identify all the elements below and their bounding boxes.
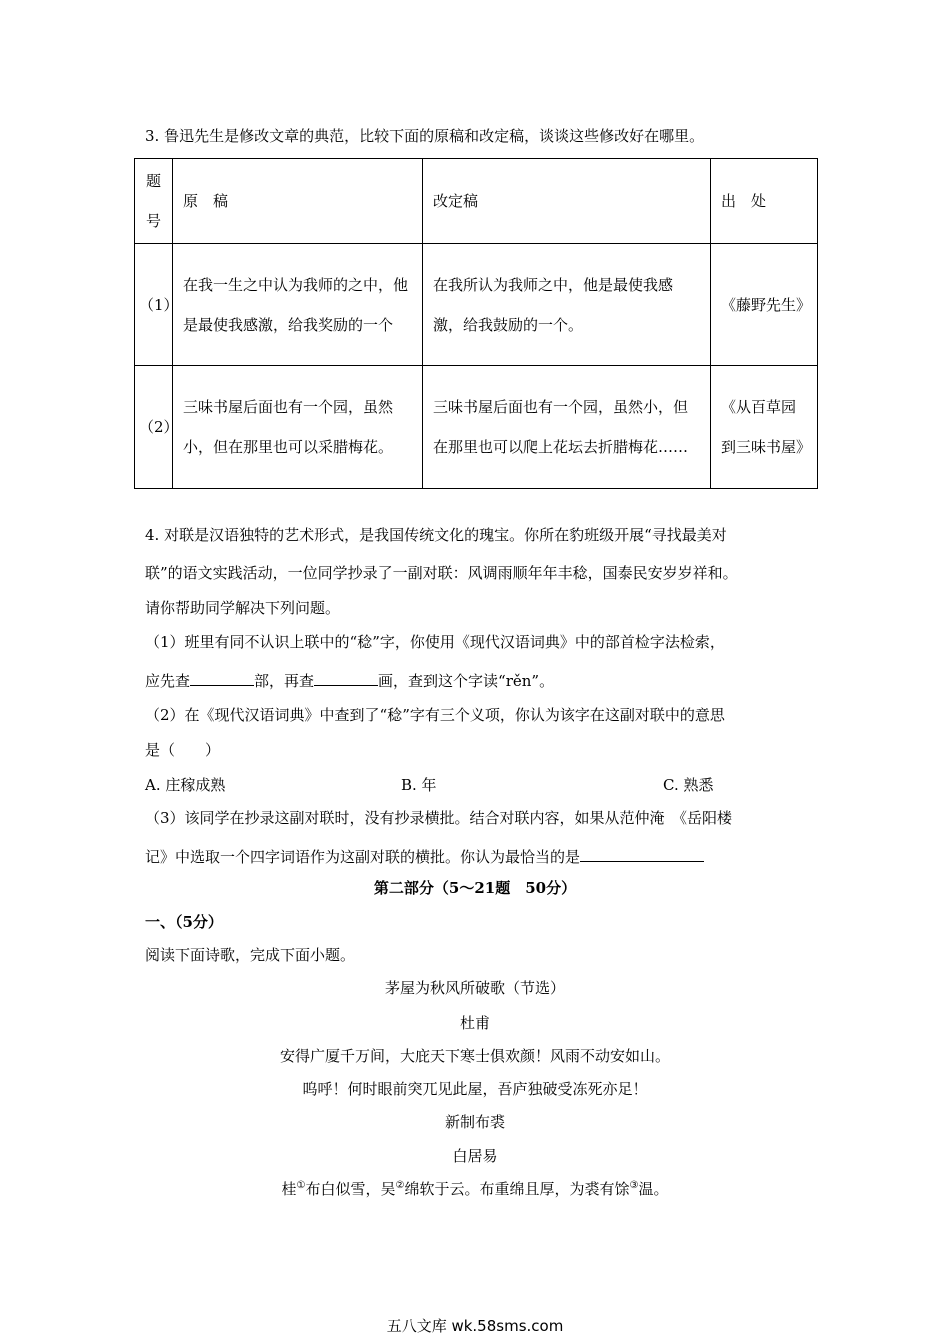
q4-sub2-line2: 是（ ） <box>145 741 221 759</box>
poem2-line <box>0 1179 950 1199</box>
poem2-title: 新制布裘 <box>444 1113 505 1131</box>
row-source: 《从百草园到三味书屋》 <box>711 366 818 489</box>
header-original: 原 稿 <box>173 159 423 244</box>
sub1-text-a: 应先查 <box>145 672 191 690</box>
table-row <box>135 366 818 489</box>
q4-sub1-line1: （1）班里有同不认识上联中的“稔”字，你使用《现代汉语词典》中的部首检字法检索， <box>145 633 725 651</box>
table-header-row <box>135 159 818 244</box>
row-original: 在我一生之中认为我师的之中，他是最使我感激，给我奖励的一个 <box>173 244 423 366</box>
sub1-text-b: 部，再查 <box>254 672 315 690</box>
poem1-title: 茅屋为秋风所破歌（节选） <box>384 979 565 997</box>
q3-title: 3. 鲁迅先生是修改文章的典范，比较下面的原稿和改定稿，谈谈这些修改好在哪里。 <box>145 127 705 145</box>
poem2-seg: 绵软于云。布重绵且厚，为裘有馀 <box>404 1180 630 1198</box>
q4-sub3-line1: （3）该同学在抄录这副对联时，没有抄录横批。结合对联内容，如果从范仲淹 《岳阳楼 <box>145 809 733 827</box>
q4-sub3-line2 <box>145 847 704 867</box>
row-revised: 在我所认为我师之中，他是最使我感激，给我鼓励的一个。 <box>423 244 711 366</box>
section-heading: 一、（5分） <box>145 913 223 931</box>
poem1-line: 呜呼！何时眼前突兀见此屋，吾庐独破受冻死亦足！ <box>302 1080 648 1098</box>
row-num: （2） <box>135 366 173 489</box>
q4-sub2-line1: （2）在《现代汉语词典》中查到了“稔”字有三个义项，你认为该字在这副对联中的意思 <box>145 706 725 724</box>
option-b: B. 年 <box>401 776 437 794</box>
footnote-marker: ② <box>395 1180 405 1191</box>
row-num: （1） <box>135 244 173 366</box>
q4-sub1-line2 <box>145 671 554 691</box>
sub3-text: 记》中选取一个四字词语作为这副对联的横批。你认为最恰当的是 <box>145 848 581 866</box>
footnote-marker: ③ <box>629 1180 639 1191</box>
stroke-count-blank[interactable] <box>314 671 378 686</box>
header-revised: 改定稿 <box>423 159 711 244</box>
part2-heading: 第二部分（5～21题 50分） <box>373 879 577 897</box>
footnote-marker: ① <box>296 1180 306 1191</box>
poem2-seg: 布白似雪，吴 <box>305 1180 396 1198</box>
poem1-author: 杜甫 <box>459 1014 490 1032</box>
header-source: 出 处 <box>711 159 818 244</box>
footer-watermark: 五八文库 wk.58sms.com <box>386 1317 564 1335</box>
revision-table <box>134 158 818 489</box>
q4-intro-line3: 请你帮助同学解决下列问题。 <box>145 599 341 617</box>
poem2-author: 白居易 <box>452 1147 498 1165</box>
reading-instruction: 阅读下面诗歌，完成下面小题。 <box>145 946 356 964</box>
row-revised: 三味书屋后面也有一个园，虽然小，但在那里也可以爬上花坛去折腊梅花…… <box>423 366 711 489</box>
banner-blank[interactable] <box>580 847 704 862</box>
poem1-line: 安得广厦千万间，大庇天下寒士俱欢颜！风雨不动安如山。 <box>279 1047 670 1065</box>
poem2-seg: 桂 <box>281 1180 297 1198</box>
poem2-seg: 温。 <box>638 1180 669 1198</box>
radical-blank[interactable] <box>190 671 254 686</box>
row-original: 三味书屋后面也有一个园，虽然小，但在那里也可以采腊梅花。 <box>173 366 423 489</box>
table-row <box>135 244 818 366</box>
option-c: C. 熟悉 <box>663 776 714 794</box>
q4-intro-line1: 4. 对联是汉语独特的艺术形式，是我国传统文化的瑰宝。你所在豹班级开展“寻找最美对 <box>145 526 727 544</box>
option-a: A. 庄稼成熟 <box>145 776 226 794</box>
sub1-text-c: 画，查到这个字读“rěn”。 <box>378 672 555 690</box>
header-num: 题号 <box>135 159 173 244</box>
q4-intro-line2: 联”的语文实践活动，一位同学抄录了一副对联：风调雨顺年年丰稔，国泰民安岁岁祥和。 <box>145 564 738 582</box>
row-source: 《藤野先生》 <box>711 244 818 366</box>
